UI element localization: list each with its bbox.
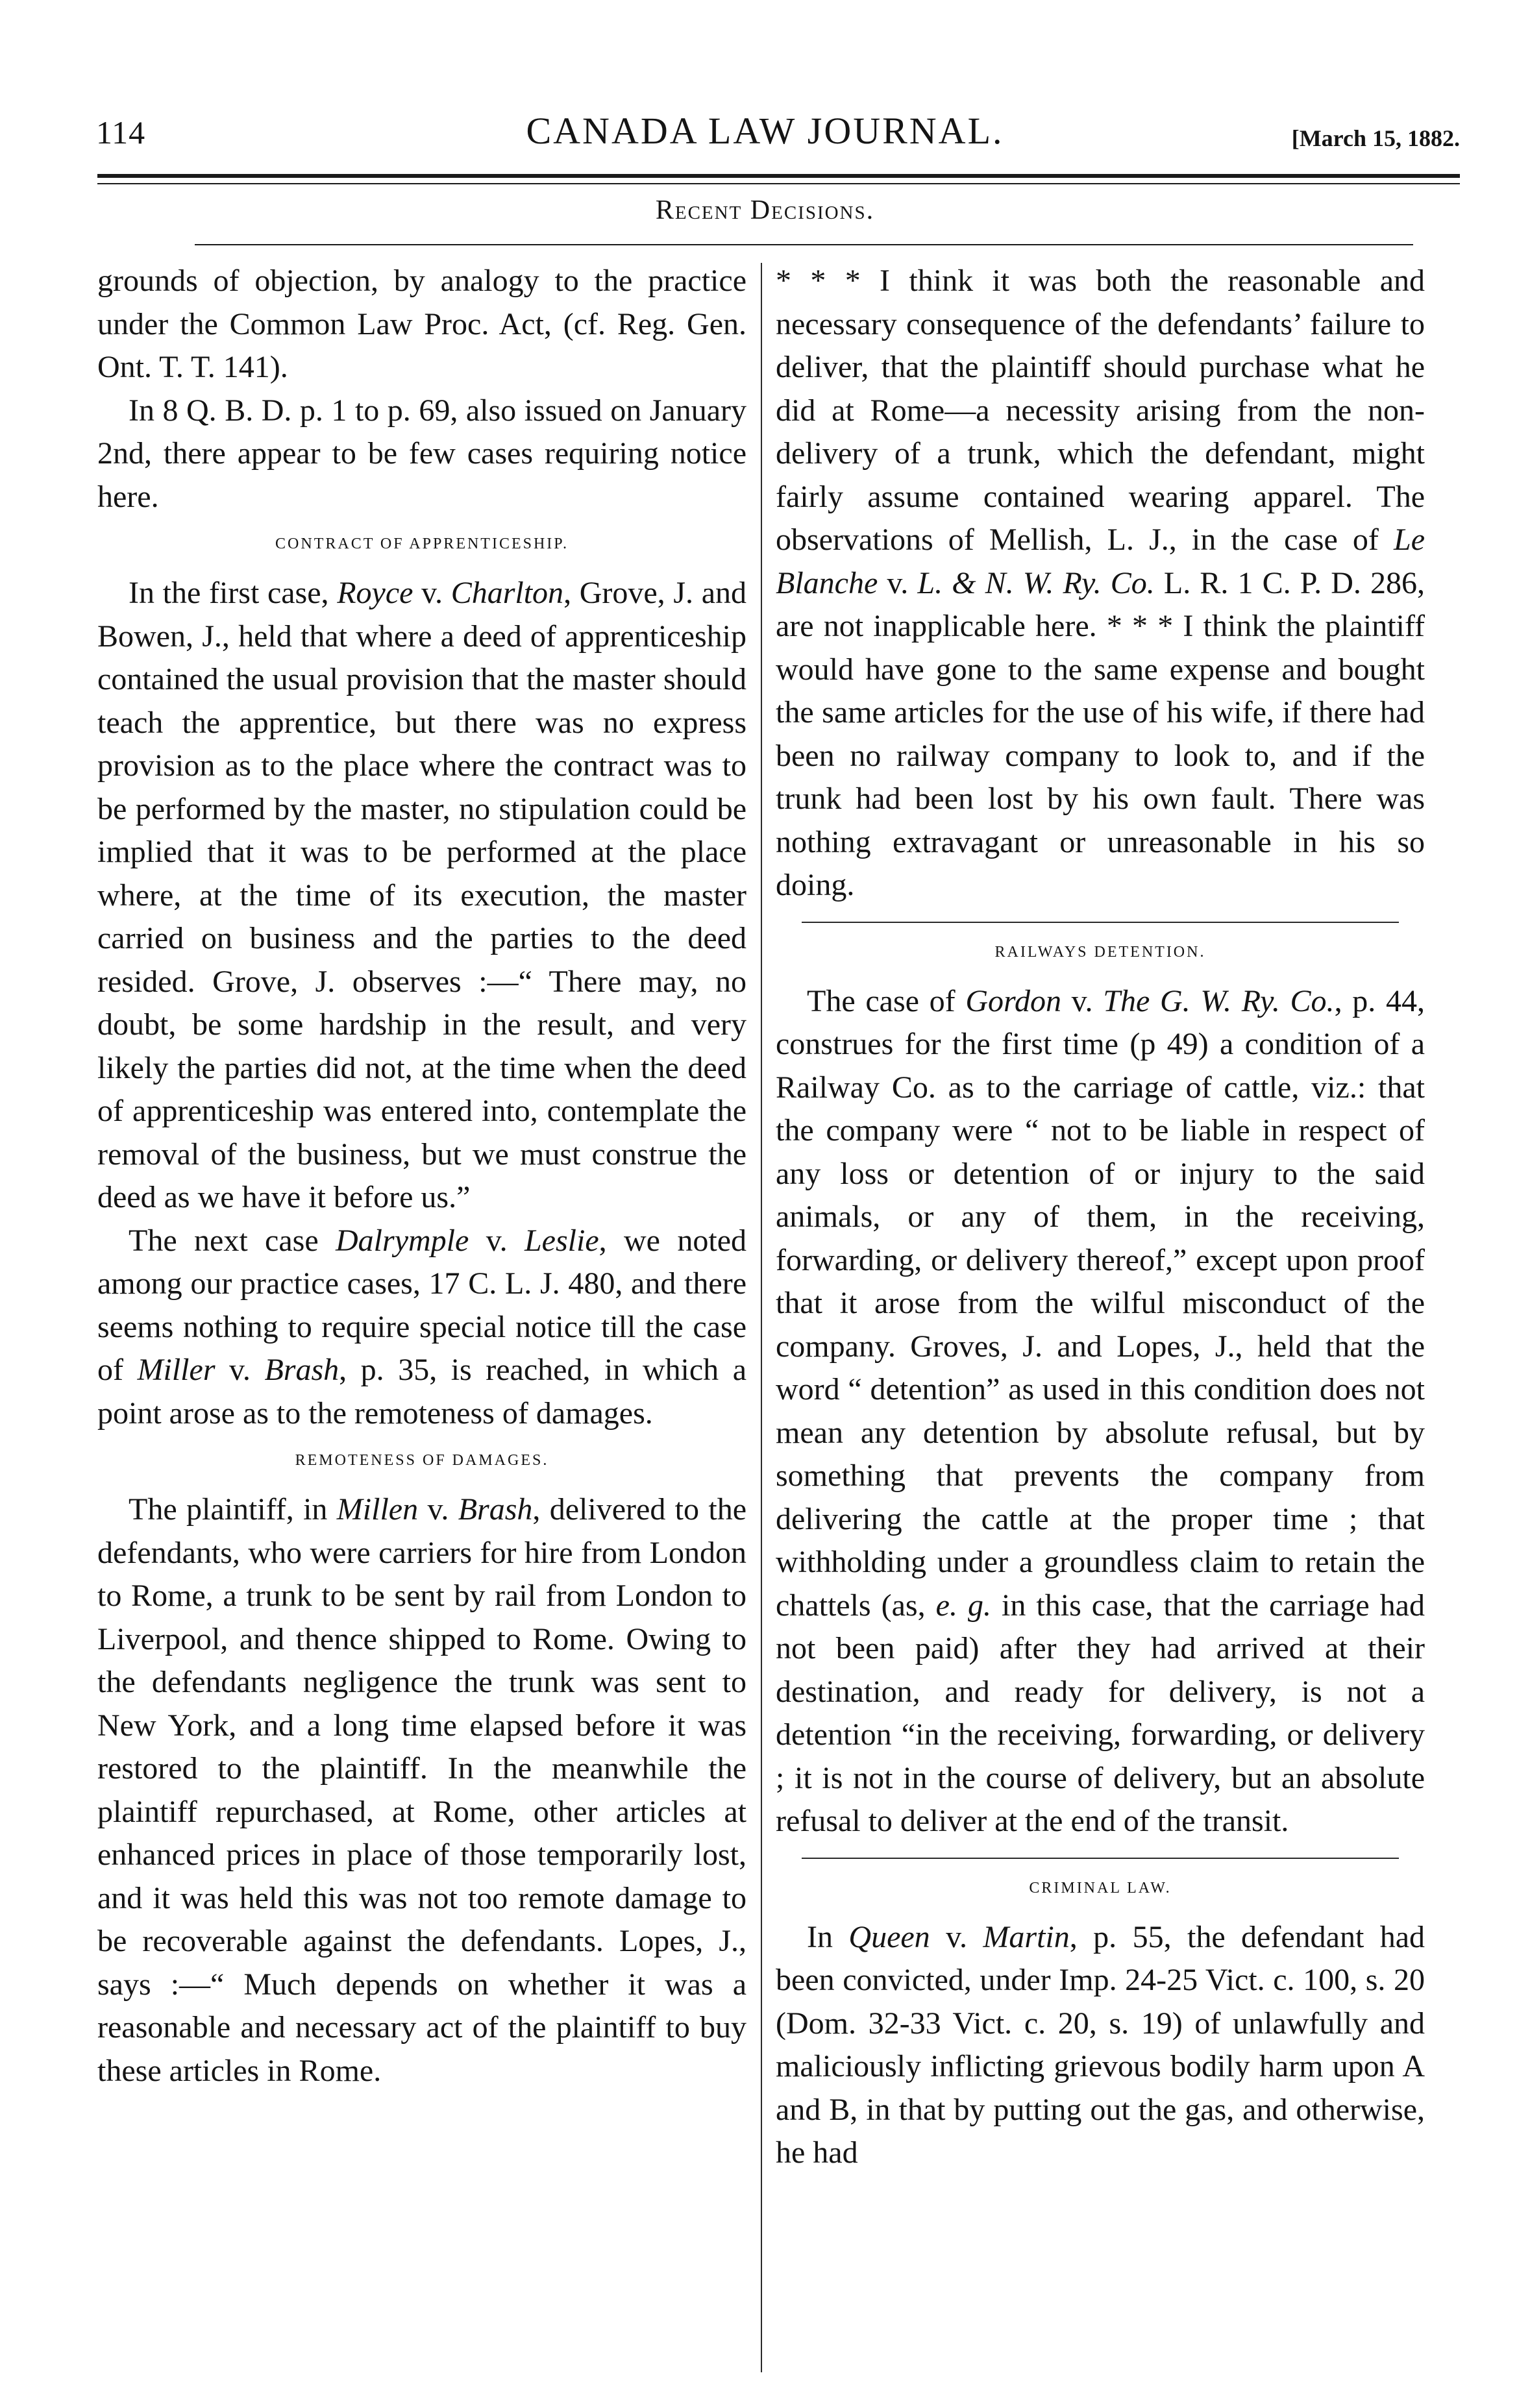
text: L. R. 1 C. P. D. 286, are not inapplicable here. * * * I think the plaintiff would have gone to the same expense and bought the same articles for the use of his wife, if there had been no railway company to look to, and if the trunk had been lost by his own fault. There was nothing extravagant or unreasonable in his so doing. xyxy=(776,565,1425,902)
case-name: Martin xyxy=(983,1919,1070,1954)
text: v. xyxy=(413,576,451,610)
case-name: Royce xyxy=(337,576,413,610)
left-column xyxy=(97,260,746,2093)
case-name: Miller xyxy=(137,1353,216,1387)
text: , p. 55, the defendant had been convicted, under Imp. 24-25 Vict. c. 100, s. 20 (Dom. 32-33 Vict. c. 20, s. 19) of unlawfully and maliciously inflicting grievous bodily harm upon A and B, in that by putting out the gas, and otherwise, he had xyxy=(776,1919,1425,2170)
text: v. xyxy=(1061,983,1104,1018)
section-title: Recent Decisions. xyxy=(655,195,875,225)
paragraph xyxy=(97,1220,746,1436)
page-number: 114 xyxy=(96,114,146,151)
text: , p. 44, construes for the first time (p 49) a condition of a Railway Co. as to the carriage of cattle, viz.: that the company were “ not to be liable in respect of any loss or detention of or injury to the said animals, or any of them, in the receiving, forwarding, or delivery thereof,” except upon proof that it arose from the wilful misconduct of the company. Groves, J. and Lopes, J., held that the word “ detention” as used in this condition does not mean any detention by absolute refusal, but by something that prevents the company from delivering the cattle at the proper time ; that withholding under a groundless claim to retain the chattels (as, xyxy=(776,983,1425,1623)
text: The plaintiff, in xyxy=(129,1492,337,1527)
paragraph xyxy=(776,980,1425,1843)
text: , we noted among our practice cases, 17 C. L. J. 480, and there seems nothing to require special notice till the case of xyxy=(97,1223,747,1387)
journal-title: CANADA LAW JOURNAL. xyxy=(526,110,1004,152)
text: in this case, that the carriage had not been paid) after they had arrived at their destination, and ready for delivery, is not a detention “in the receiving, forwarding, or delivery ; it is not in the course of delivery, but an absolute refusal to deliver at the end of the transit. xyxy=(776,1588,1425,1838)
text: In xyxy=(807,1919,849,1954)
case-name: Millen xyxy=(336,1492,419,1527)
text: v. xyxy=(215,1353,265,1387)
case-name: Charlton xyxy=(450,576,564,610)
paragraph: In 8 Q. B. D. p. 1 to p. 69, also issued on January 2nd, there appear to be few cases requiring notice here. xyxy=(97,393,746,514)
case-name: Brash xyxy=(458,1492,533,1527)
section-rule xyxy=(195,244,1413,245)
paragraph xyxy=(97,572,746,1220)
case-name: The G. W. Ry. Co. xyxy=(1103,983,1335,1018)
text: v. xyxy=(930,1919,983,1954)
case-name: Dalrymple xyxy=(336,1223,469,1258)
case-name: L. & N. W. Ry. Co. xyxy=(917,565,1155,600)
paragraph xyxy=(776,260,1425,907)
right-column xyxy=(776,260,1425,2175)
text: , Grove, J. and Bowen, J., held that where a deed of apprenticeship contained the usual provision that the master should teach the apprentice, but there was no express provision as to the place where the contract was to be performed by the master, no stipulation could be implied that it was to be performed at the place where, at the time of its execution, the master carried on business and the parties to the deed resided. Grove, J. observes :—“ There may, no doubt, be some hardship in the result, and very likely the parties did not, at the time when the deed of apprenticeship was entered into, contemplate the removal of the business, but we must construe the deed as we have it before us.” xyxy=(97,576,747,1214)
text: , p. 35, is reached, in which a point arose as to the remoteness of damages. xyxy=(97,1353,747,1431)
case-name: Gordon xyxy=(965,983,1061,1018)
section-separator xyxy=(802,1858,1399,1859)
text: The case of xyxy=(807,983,966,1018)
text: In the first case, xyxy=(129,576,338,610)
subsection-heading: CRIMINAL LAW. xyxy=(1029,1879,1172,1897)
latin-abbrev: e. g. xyxy=(935,1588,991,1623)
case-name: Brash xyxy=(264,1353,339,1387)
header-rule-thick xyxy=(97,174,1460,178)
case-name: Le Blanche xyxy=(776,522,1425,600)
paragraph: grounds of objection, by analogy to the practice under the Common Law Proc. Act, (cf. Reg. Gen. Ont. T. T. 141). xyxy=(97,264,746,384)
paragraph xyxy=(97,1488,746,2093)
text: v. xyxy=(418,1492,458,1527)
text: * * * I think it was both the reasonable and necessary consequence of the defendants’ failure to deliver, that the plaintiff should purchase what he did at Rome—a necessity arising from the non-delivery of a trunk, which the defendant, might fairly assume contained wearing apparel. The observations of Mellish, L. J., in the case of xyxy=(776,264,1425,557)
text: , delivered to the defendants, who were carriers for hire from London to Rome, a trunk to be sent by rail from London to Liverpool, and thence shipped to Rome. Owing to the defendants negligence the trunk was sent to New York, and a long time elapsed before it was restored to the plaintiff. In the meanwhile the plaintiff repurchased, at Rome, other articles at enhanced prices in place of those temporarily lost, and it was held this was not too remote damage to be recoverable against the defendants. Lopes, J., says :—“ Much depends on whether it was a reasonable and necessary act of the plaintiff to buy these articles in Rome. xyxy=(97,1492,747,2088)
case-name: Queen xyxy=(848,1919,930,1954)
subsection-heading: RAILWAYS DETENTION. xyxy=(994,943,1206,961)
issue-date: [March 15, 1882. xyxy=(1291,125,1460,151)
text: v. xyxy=(469,1223,524,1258)
case-name: Leslie xyxy=(524,1223,599,1258)
text: v. xyxy=(878,565,918,600)
column-divider xyxy=(761,263,762,2372)
paragraph xyxy=(776,1916,1425,2175)
text: The next case xyxy=(129,1223,336,1258)
section-separator xyxy=(802,922,1399,923)
subsection-heading: CONTRACT OF APPRENTICESHIP. xyxy=(275,535,569,552)
header-rule-thin xyxy=(97,183,1460,184)
subsection-heading: REMOTENESS OF DAMAGES. xyxy=(295,1452,549,1469)
